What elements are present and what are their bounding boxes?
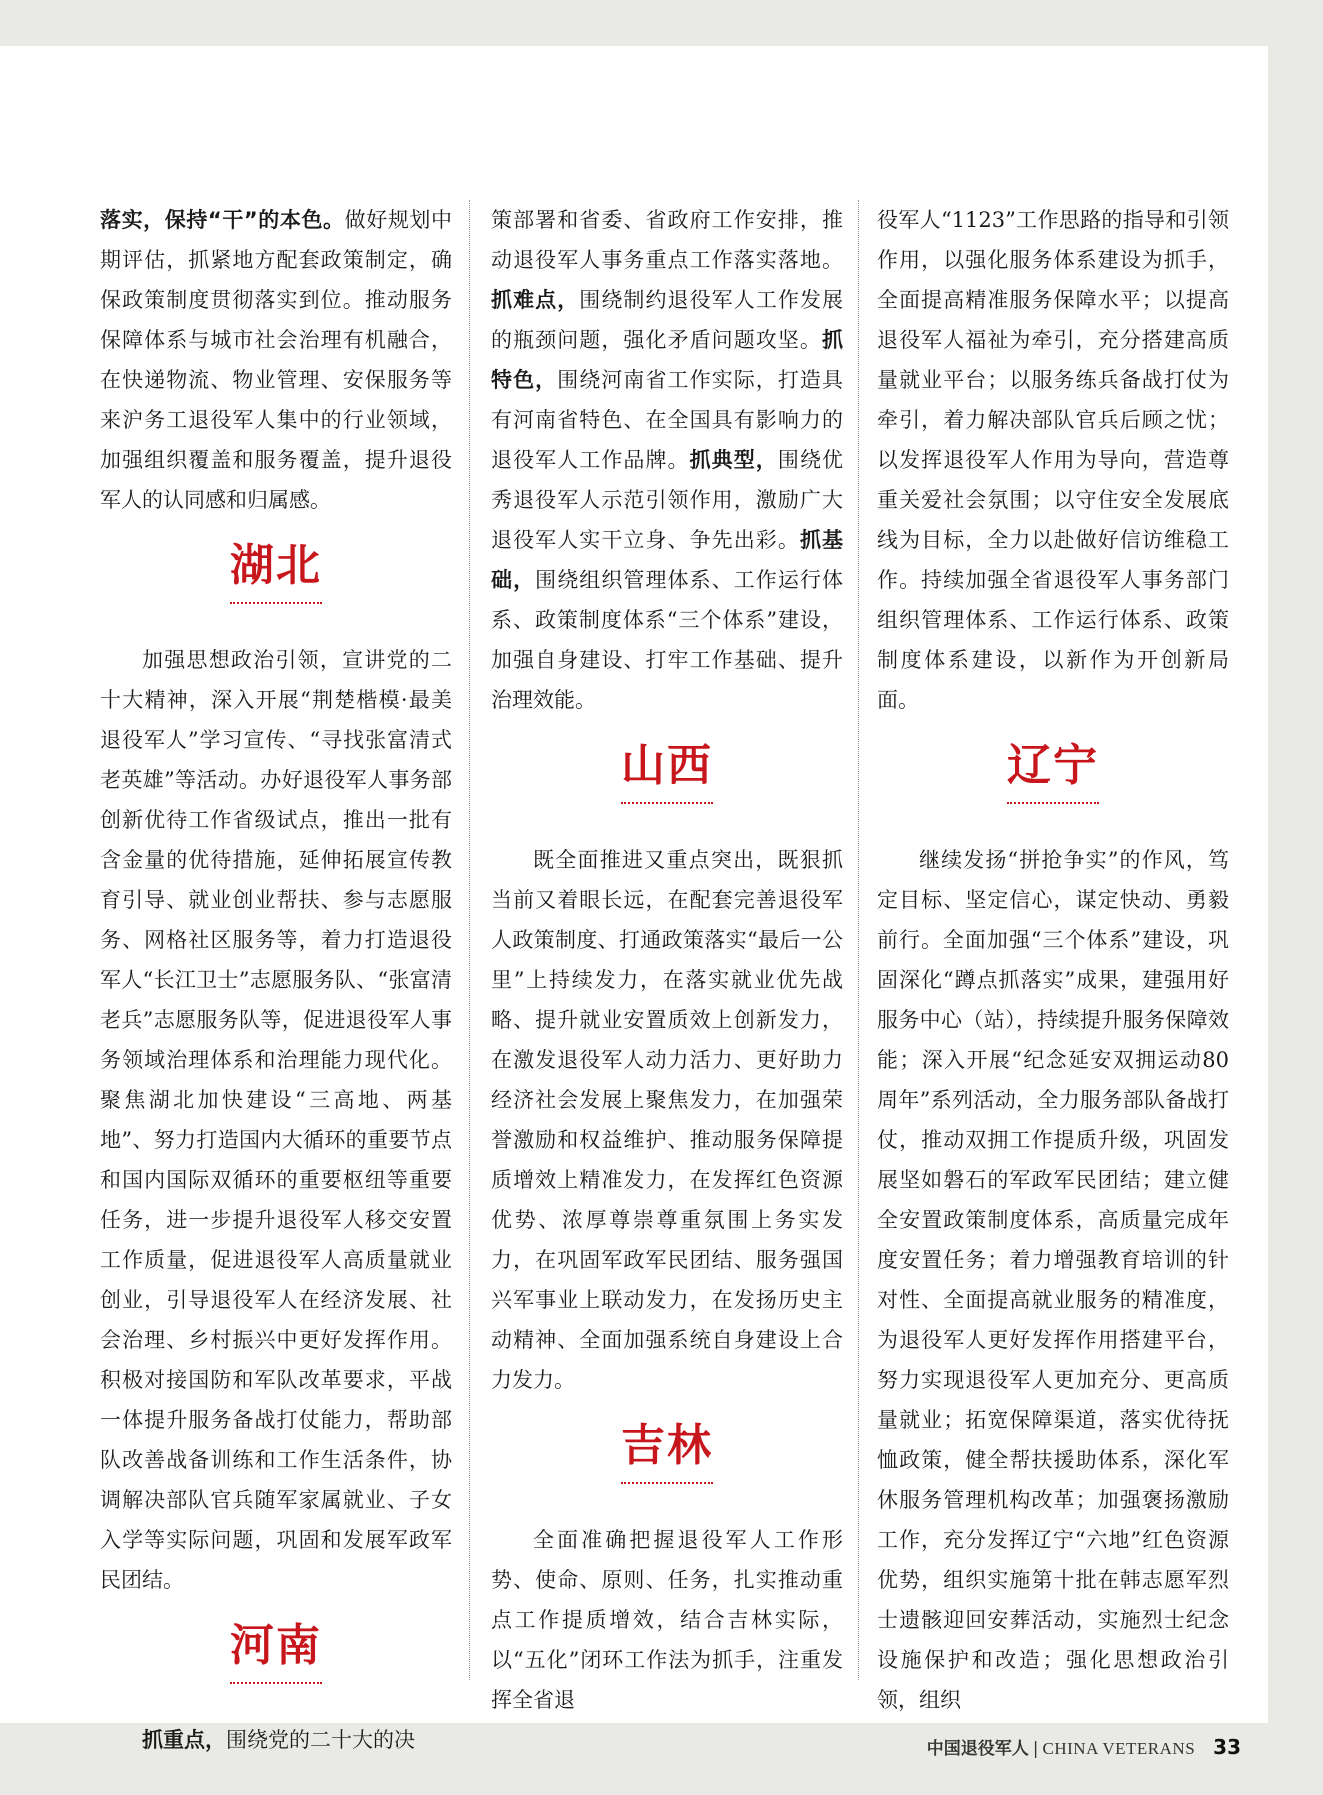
- bold-lead: 抓重点，: [142, 1728, 226, 1752]
- section-heading-shanxi: [491, 720, 843, 840]
- bold-lead: 抓难点，: [491, 288, 580, 312]
- heading-underline: [621, 802, 713, 804]
- paragraph-hubei: 加强思想政治引领，宣讲党的二十大精神，深入开展“荆楚楷模·最美退役军人”学习宣传、“寻找张富清式老英雄”等活动。办好退役军人事务部创新优待工作省级试点，推出一批有含金量的优待措施，延伸拓展宣传教育引导、就业创业帮扶、参与志愿服务、网格社区服务等，着力打造退役军人“长江卫士”志愿服务队、“张富清老兵”志愿服务队等，促进退役军人事务领域治理体系和治理能力现代化。聚焦湖北加快建设“三高地、两基地”、努力打造国内大循环的重要节点和国内国际双循环的重要枢纽等重要任务，进一步提升退役军人移交安置工作质量，促进退役军人高质量就业创业，引导退役军人在经济发展、社会治理、乡村振兴中更好发挥作用。积极对接国防和军队改革要求，平战一体提升服务备战打仗能力，帮助部队改善战备训练和工作生活条件，协调解决部队官兵随军家属就业、子女入学等实际问题，巩固和发展军政军民团结。: [100, 648, 452, 1592]
- magazine-english-name: CHINA VETERANS: [1042, 1739, 1196, 1758]
- column-divider: [469, 200, 470, 1680]
- footer-separator: |: [1032, 1739, 1039, 1759]
- bold-lead: 抓特色，: [491, 328, 843, 392]
- article-column-1: [100, 200, 452, 1760]
- paragraph-shanxi: 既全面推进又重点突出，既狠抓当前又着眼长远，在配套完善退役军人政策制度、打通政策落实“最后一公里”上持续发力，在落实就业优先战略、提升就业安置质效上创新发力，在激发退役军人动力活力、更好助力经济社会发展上聚焦发力，在加强荣誉激励和权益维护、推动服务保障提质增效上精准发力，在发挥红色资源优势、浓厚尊崇尊重氛围上务实发力，在巩固军政军民团结、服务强国兴军事业上联动发力，在发扬历史主动精神、全面加强系统自身建设上合力发力。: [491, 848, 843, 1392]
- section-title: 湖北: [230, 540, 322, 591]
- paragraph-text: 围绕优秀退役军人示范引领作用，激励广大退役军人实干立身、争先出彩。: [491, 448, 844, 552]
- column-divider: [858, 200, 859, 1680]
- paragraph-text: 围绕制约退役军人工作发展的瓶颈问题，强化矛盾问题攻坚。: [491, 288, 844, 352]
- paragraph-text: 围绕组织管理体系、工作运行体系、政策制度体系“三个体系”建设，加强自身建设、打牢工作基础、提升治理效能。: [491, 568, 844, 712]
- paragraph-henan-continued: [491, 200, 843, 720]
- bold-lead: 抓基础，: [491, 528, 844, 592]
- paragraph-text: 围绕党的二十大的决: [226, 1728, 415, 1752]
- section-heading-liaoning: [877, 720, 1229, 840]
- paragraph-text: 做好规划中期评估，抓紧地方配套政策制定，确保政策制度贯彻落实到位。推动服务保障体系与城市社会治理有机融合，在快递物流、物业管理、安保服务等来沪务工退役军人集中的行业领域，加强组织覆盖和服务覆盖，提升退役军人的认同感和归属感。: [100, 208, 453, 512]
- paragraph-shanghai-continued: [100, 200, 452, 520]
- paragraph-liaoning: 继续发扬“拼抢争实”的作风，笃定目标、坚定信心，谋定快动、勇毅前行。全面加强“三个体系”建设，巩固深化“蹲点抓落实”成果，建强用好服务中心（站），持续提升服务保障效能；深入开展“纪念延安双拥运动80周年”系列活动，全力服务部队备战打仗，推动双拥工作提质升级，巩固发展坚如磐石的军政军民团结；建立健全安置政策制度体系，高质量完成年度安置任务；着力增强教育培训的针对性、全面提高就业服务的精准度，为退役军人更好发挥作用搭建平台，努力实现退役军人更加充分、更高质量就业；拓宽保障渠道，落实优待抚恤政策，健全帮扶援助体系，深化军休服务管理机构改革；加强褒扬激励工作，充分发挥辽宁“六地”红色资源优势，组织实施第十批在韩志愿军烈士遗骸迎回安葬活动，实施烈士纪念设施保护和改造；强化思想政治引领，组织: [877, 848, 1229, 1712]
- section-title: 辽宁: [1007, 740, 1099, 791]
- paragraph-henan-start: [100, 1720, 452, 1760]
- heading-underline: [230, 1682, 322, 1684]
- article-column-2: [491, 200, 843, 1720]
- magazine-brand: 中国退役军人: [926, 1739, 1029, 1759]
- heading-underline: [621, 1482, 713, 1484]
- section-title: 山西: [621, 740, 713, 791]
- paragraph-jilin-start: 全面准确把握退役军人工作形势、使命、原则、任务，扎实推动重点工作提质增效，结合吉林实际，以“五化”闭环工作法为抓手，注重发挥全省退: [491, 1528, 843, 1712]
- article-column-3: [877, 200, 1229, 1720]
- section-heading-hubei: [100, 520, 452, 640]
- paragraph-text: 围绕河南省工作实际，打造具有河南省特色、在全国具有影响力的退役军人工作品牌。: [491, 368, 844, 472]
- page-footer: [927, 1736, 1241, 1760]
- heading-underline: [1007, 802, 1099, 804]
- heading-underline: [230, 602, 322, 604]
- section-heading-henan: [100, 1600, 452, 1720]
- bold-lead: 抓典型，: [689, 448, 778, 472]
- section-heading-jilin: [491, 1400, 843, 1520]
- paragraph-jilin-continued: 役军人“1123”工作思路的指导和引领作用，以强化服务体系建设为抓手，全面提高精准服务保障水平；以提高退役军人福祉为牵引，充分搭建高质量就业平台；以服务练兵备战打仗为牵引，着力解决部队官兵后顾之忧；以发挥退役军人作用为导向，营造尊重关爱社会氛围；以守住安全发展底线为目标，全力以赴做好信访维稳工作。持续加强全省退役军人事务部门组织管理体系、工作运行体系、政策制度体系建设，以新作为开创新局面。: [877, 208, 1229, 712]
- section-title: 河南: [230, 1620, 322, 1671]
- section-title: 吉林: [621, 1420, 713, 1471]
- paragraph-text: 策部署和省委、省政府工作安排，推动退役军人事务重点工作落实落地。: [491, 208, 843, 272]
- bold-lead: 落实，保持“干”的本色。: [100, 208, 345, 232]
- page-number: 33: [1213, 1735, 1241, 1759]
